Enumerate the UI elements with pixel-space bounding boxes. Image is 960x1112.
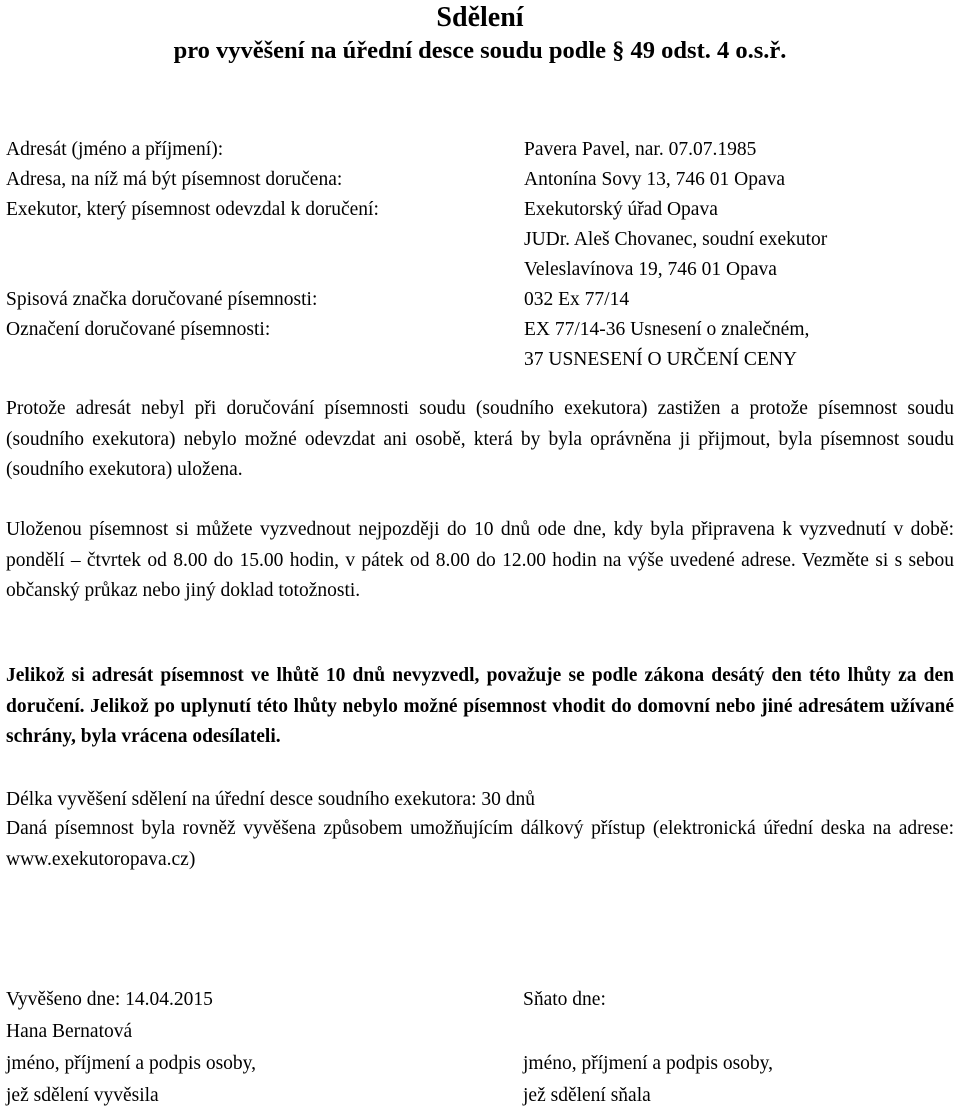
- field-label: [6, 225, 524, 255]
- field-label: Adresát (jméno a příjmení):: [6, 139, 224, 160]
- addressee-fields: [6, 135, 956, 375]
- field-row: [6, 225, 956, 255]
- removed-by-name: [523, 1016, 953, 1048]
- field-value: EX 77/14-36 Usnesení o znalečném,: [524, 319, 810, 340]
- field-value: JUDr. Aleš Chovanec, soudní exekutor: [524, 229, 828, 250]
- field-row: [6, 285, 956, 315]
- field-value: Exekutorský úřad Opava: [524, 199, 718, 220]
- posting-duration: Délka vyvěšení sdělení na úřední desce soudního exekutora: 30 dnů: [6, 789, 536, 810]
- removed-role-line-1: jméno, příjmení a podpis osoby,: [523, 1053, 774, 1074]
- removed-date: Sňato dne:: [523, 989, 606, 1010]
- field-row: [6, 195, 956, 225]
- field-label: [6, 255, 524, 285]
- field-row: [6, 165, 956, 195]
- field-row: [6, 315, 956, 345]
- field-label: Adresa, na níž má být písemnost doručena:: [6, 169, 343, 190]
- field-value: Veleslavínova 19, 746 01 Opava: [524, 259, 777, 280]
- posted-role-line-2: jež sdělení vyvěsila: [6, 1085, 159, 1106]
- field-row: [6, 255, 956, 285]
- removed-role-line-2: jež sdělení sňala: [523, 1085, 651, 1106]
- signature-removed: [523, 984, 953, 1112]
- field-value: 032 Ex 77/14: [524, 289, 630, 310]
- posted-role-line-1: jméno, příjmení a podpis osoby,: [6, 1053, 257, 1074]
- field-label: Spisová značka doručované písemnosti:: [6, 289, 318, 310]
- field-row: [6, 135, 956, 165]
- field-value: Antonína Sovy 13, 746 01 Opava: [524, 169, 786, 190]
- field-row: [6, 345, 956, 375]
- field-value: 37 USNESENÍ O URČENÍ CENY: [524, 349, 797, 370]
- field-label: Označení doručované písemnosti:: [6, 319, 271, 340]
- signature-posted: [6, 984, 486, 1112]
- document-title: Sdělení: [436, 2, 524, 33]
- paragraph-not-found: Protože adresát nebyl při doručování písemnosti soudu (soudního exekutora) zastižen a protože písemnost soudu (soudního exekutora) nebylo možné odevzdat ani osobě, která by byla oprávněna ji přijmout, byla písemnost soudu (soudního exekutora) uložena.: [6, 398, 954, 480]
- document-subtitle: pro vyvěšení na úřední desce soudu podle § 49 odst. 4 o.s.ř.: [173, 37, 787, 64]
- field-value: Pavera Pavel, nar. 07.07.1985: [524, 139, 757, 160]
- paragraph-returned: Jelikož si adresát písemnost ve lhůtě 10 dnů nevyzvedl, považuje se podle zákona desátý den této lhůty za den doručení. Jelikož po uplynutí této lhůty nebylo možné písemnost vhodit do domovní nebo jiné adresátem užívané schrány, byla vrácena odesílateli.: [6, 665, 954, 747]
- field-label: Exekutor, který písemnost odevzdal k doručení:: [6, 199, 379, 220]
- posted-by-name: Hana Bernatová: [6, 1021, 133, 1042]
- electronic-board-note: Daná písemnost byla rovněž vyvěšena způsobem umožňujícím dálkový přístup (elektronická úřední deska na adrese: www.exekutoropava.cz): [6, 818, 954, 870]
- paragraph-pickup: Uloženou písemnost si můžete vyzvednout nejpozději do 10 dnů ode dne, kdy byla připravena k vyzvednutí v době: pondělí – čtvrtek od 8.00 do 15.00 hodin, v pátek od 8.00 do 12.00 hodin na výše uvedené adrese. Vezměte si s sebou občanský průkaz nebo jiný doklad totožnosti.: [6, 519, 954, 601]
- field-label: [6, 345, 524, 375]
- posted-date: Vyvěšeno dne: 14.04.2015: [6, 989, 213, 1010]
